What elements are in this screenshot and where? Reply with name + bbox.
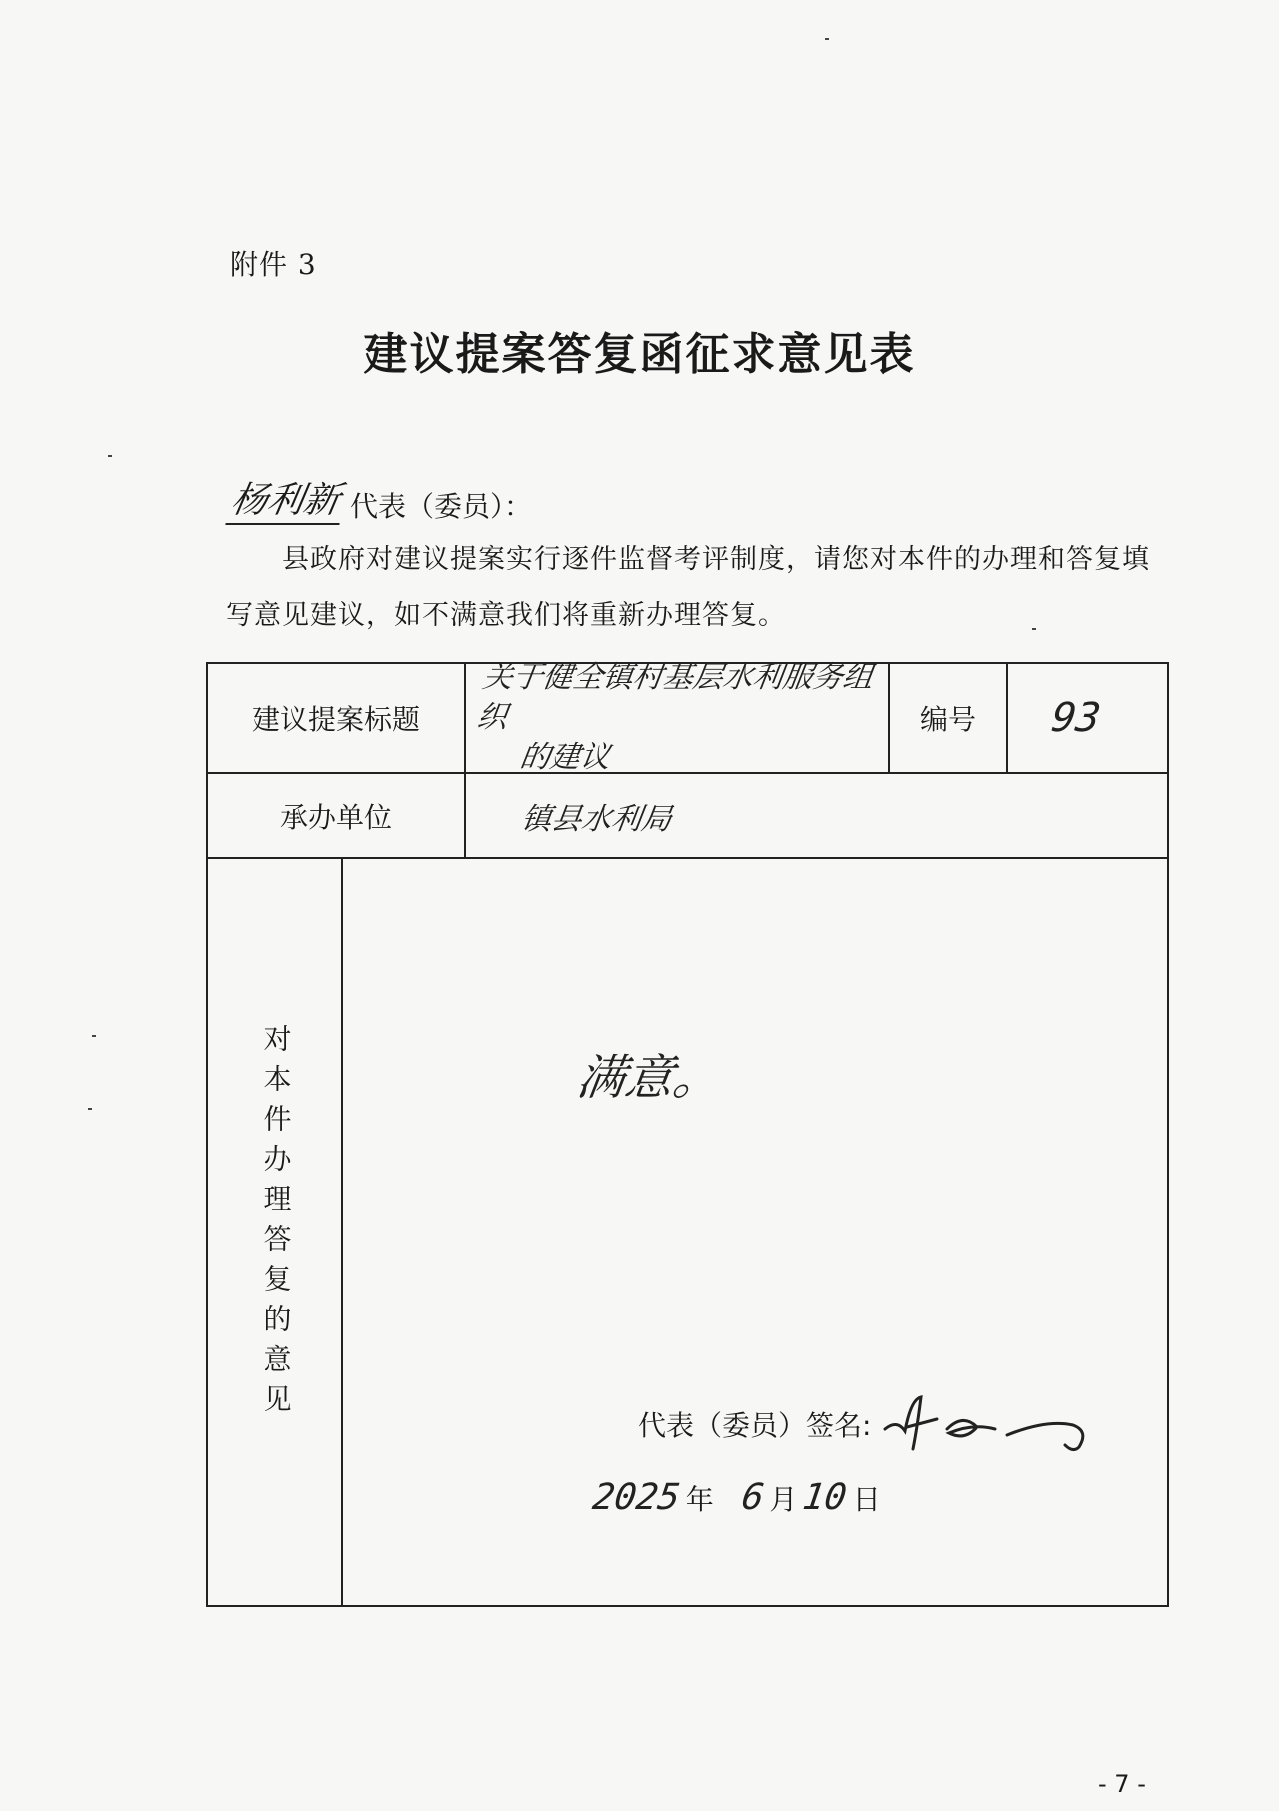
- date-year-suffix: 年: [685, 1483, 714, 1516]
- handwritten-signature: [877, 1389, 1107, 1459]
- table-row-title: [208, 660, 1167, 775]
- handling-unit-label: 承办单位: [208, 774, 466, 857]
- intro-paragraph: 县政府对建议提案实行逐件监督考评制度，请您对本件的办理和答复填写意见建议，如不满意我们将重新办理答复。: [226, 544, 1150, 631]
- proposal-title-value: [466, 660, 890, 775]
- opinion-form-table: [206, 662, 1169, 1607]
- scan-speck: [825, 38, 829, 40]
- page-number: - 7 -: [1098, 1770, 1146, 1798]
- addressee-line: [230, 472, 532, 525]
- handling-unit-value: 镇县水利局: [519, 801, 674, 837]
- signature-line: [638, 1389, 1107, 1459]
- scan-speck: [92, 1035, 96, 1037]
- date-day: 10: [800, 1477, 850, 1518]
- opinion-value: 满意。: [573, 1050, 726, 1106]
- scan-speck: [1032, 628, 1036, 630]
- handwritten-representative-name: 杨利新: [225, 472, 348, 525]
- date-line: [590, 1477, 881, 1518]
- number-label: 编号: [890, 664, 1008, 772]
- document-title: 建议提案答复函征求意见表: [363, 329, 916, 380]
- proposal-title-line-2: 的建议: [517, 740, 613, 775]
- addressee-suffix: 代表（委员）：: [350, 490, 533, 523]
- proposal-title-line-1: 关于健全镇村基层水利服务组织: [474, 660, 876, 735]
- date-year: 2025: [590, 1477, 683, 1518]
- attachment-label: 附件 3: [230, 248, 317, 281]
- table-row-unit: [208, 774, 1167, 859]
- scan-speck: [108, 455, 112, 457]
- number-value: 93: [1048, 695, 1104, 741]
- scan-speck: [88, 1108, 92, 1110]
- proposal-title-label: 建议提案标题: [208, 664, 466, 772]
- date-month-suffix: 月: [769, 1483, 798, 1516]
- opinion-label: 对本件办理答复的意见: [259, 1024, 293, 1424]
- table-row-opinion: [208, 859, 1167, 1605]
- date-day-suffix: 日: [852, 1483, 881, 1516]
- date-month: 6: [738, 1477, 767, 1518]
- opinion-label-cell: [208, 859, 343, 1605]
- signature-label: 代表（委员）签名:: [638, 1409, 872, 1442]
